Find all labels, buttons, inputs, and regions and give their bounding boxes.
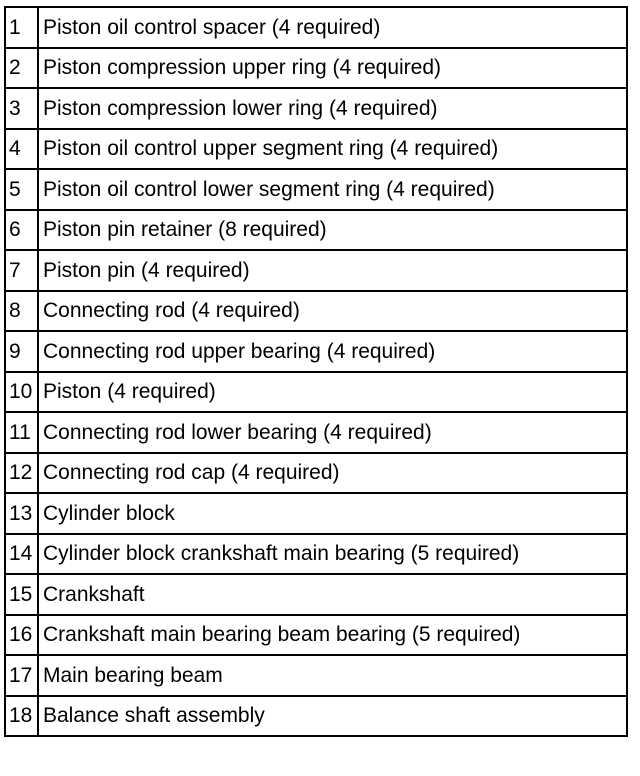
item-number: 7 (5, 250, 38, 291)
item-description: Cylinder block (38, 493, 627, 534)
table-row (5, 88, 627, 129)
table-row (5, 412, 627, 453)
table-row (5, 534, 627, 575)
item-description: Piston compression lower ring (4 required) (38, 88, 627, 129)
table-row (5, 48, 627, 89)
item-number: 12 (5, 453, 38, 494)
item-description: Connecting rod lower bearing (4 required) (38, 412, 627, 453)
item-number: 1 (5, 7, 38, 48)
item-description: Piston pin (4 required) (38, 250, 627, 291)
item-description: Piston pin retainer (8 required) (38, 210, 627, 251)
item-number: 4 (5, 129, 38, 170)
item-description: Crankshaft main bearing beam bearing (5 required) (38, 615, 627, 656)
table-row (5, 331, 627, 372)
table-row (5, 372, 627, 413)
item-number: 11 (5, 412, 38, 453)
parts-legend-body (5, 7, 627, 736)
table-row (5, 169, 627, 210)
item-description: Cylinder block crankshaft main bearing (5 required) (38, 534, 627, 575)
item-number: 8 (5, 291, 38, 332)
table-row (5, 291, 627, 332)
item-description: Crankshaft (38, 574, 627, 615)
item-description: Piston (4 required) (38, 372, 627, 413)
table-row (5, 655, 627, 696)
item-description: Main bearing beam (38, 655, 627, 696)
item-number: 6 (5, 210, 38, 251)
table-row (5, 453, 627, 494)
item-number: 5 (5, 169, 38, 210)
item-number: 3 (5, 88, 38, 129)
item-number: 17 (5, 655, 38, 696)
table-row (5, 210, 627, 251)
item-description: Piston oil control lower segment ring (4 required) (38, 169, 627, 210)
item-number: 13 (5, 493, 38, 534)
item-number: 9 (5, 331, 38, 372)
item-number: 2 (5, 48, 38, 89)
table-row (5, 250, 627, 291)
item-number: 15 (5, 574, 38, 615)
item-number: 14 (5, 534, 38, 575)
item-description: Connecting rod upper bearing (4 required) (38, 331, 627, 372)
parts-legend-table (4, 6, 628, 737)
item-description: Connecting rod (4 required) (38, 291, 627, 332)
table-row (5, 615, 627, 656)
item-description: Piston oil control upper segment ring (4 required) (38, 129, 627, 170)
table-row (5, 574, 627, 615)
item-description: Piston compression upper ring (4 required) (38, 48, 627, 89)
table-row (5, 129, 627, 170)
table-row (5, 493, 627, 534)
item-description: Piston oil control spacer (4 required) (38, 7, 627, 48)
table-row (5, 696, 627, 737)
item-number: 10 (5, 372, 38, 413)
item-number: 16 (5, 615, 38, 656)
item-description: Connecting rod cap (4 required) (38, 453, 627, 494)
item-number: 18 (5, 696, 38, 737)
table-row (5, 7, 627, 48)
item-description: Balance shaft assembly (38, 696, 627, 737)
